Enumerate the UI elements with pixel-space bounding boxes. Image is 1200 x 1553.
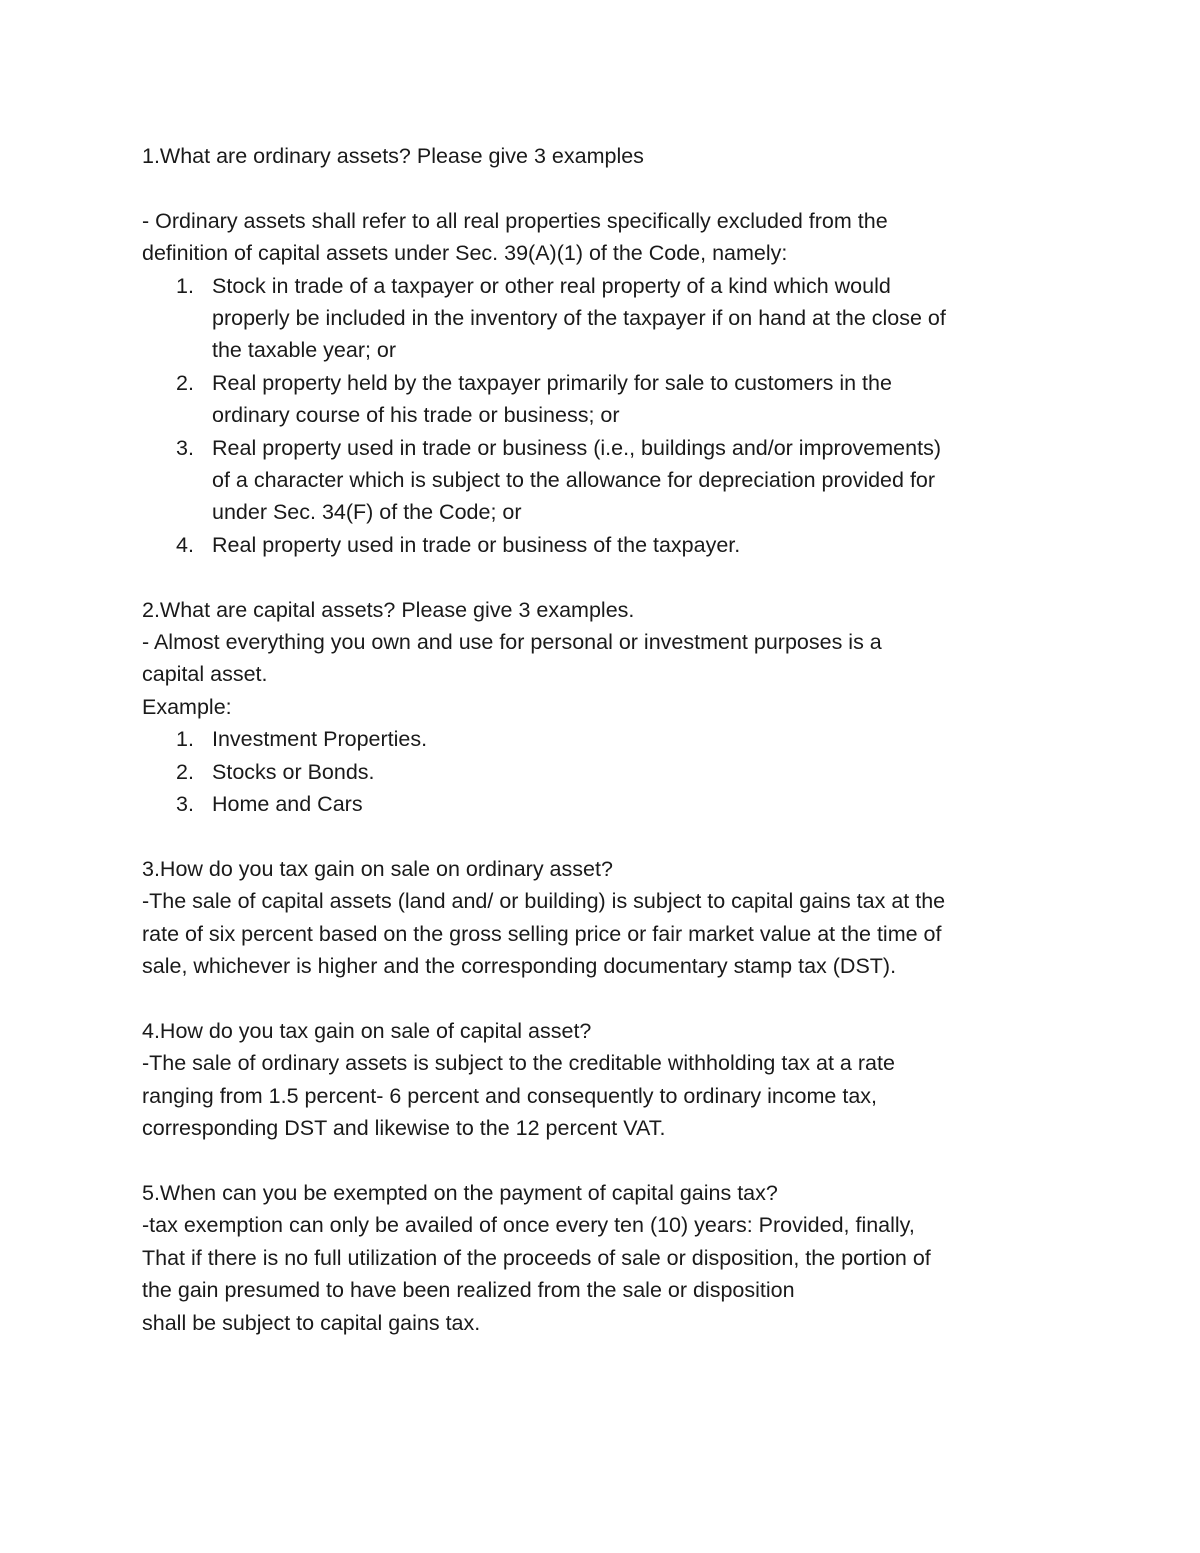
spacer (142, 983, 1072, 1015)
spacer (142, 1145, 1072, 1177)
list-item (142, 723, 1072, 755)
list-item-text: Real property used in trade or business (i.e., buildings and/or improvements) of a character which is subject to the allowance for depreciation provided for under Sec. 34(F) of the Code; or (212, 435, 941, 525)
answer-2-line-1: - Almost everything you own and use for personal or investment purposes is a (142, 630, 882, 655)
answer-1-intro-line-2: definition of capital assets under Sec. 39(A)(1) of the Code, namely: (142, 241, 788, 266)
list-item-number: 4. (176, 532, 194, 557)
spacer (142, 561, 1072, 593)
ordinary-assets-list (142, 270, 1072, 562)
list-item (142, 788, 1072, 820)
list-item-text: Real property used in trade or business of the taxpayer. (212, 532, 741, 557)
answer-3-line-2: rate of six percent based on the gross selling price or fair market value at the time of (142, 921, 942, 946)
question-5: 5.When can you be exempted on the payment of capital gains tax? (142, 1180, 778, 1205)
answer-4-line-2: ranging from 1.5 percent- 6 percent and consequently to ordinary income tax, (142, 1083, 877, 1108)
answer-3-line-3: sale, whichever is higher and the corresponding documentary stamp tax (DST). (142, 954, 897, 979)
list-item-text: Stocks or Bonds. (212, 759, 375, 784)
list-item (142, 367, 1072, 432)
list-item-number: 1. (176, 273, 194, 298)
list-item-text: Home and Cars (212, 792, 363, 817)
answer-2-line-2: capital asset. (142, 662, 268, 687)
answer-4-line-1: -The sale of ordinary assets is subject to the creditable withholding tax at a rate (142, 1051, 895, 1076)
list-item-text: Investment Properties. (212, 727, 428, 752)
list-item-number: 3. (176, 435, 194, 460)
answer-5-line-1: -tax exemption can only be availed of once every ten (10) years: Provided, finally, (142, 1213, 915, 1238)
question-2: 2.What are capital assets? Please give 3 examples. (142, 597, 635, 622)
answer-5-line-4: shall be subject to capital gains tax. (142, 1310, 481, 1335)
list-item (142, 270, 1072, 367)
list-item-number: 2. (176, 759, 194, 784)
question-1: 1.What are ordinary assets? Please give 3 examples (142, 144, 644, 168)
answer-4-line-3: corresponding DST and likewise to the 12 percent VAT. (142, 1116, 666, 1141)
spacer (142, 172, 1072, 204)
list-item (142, 529, 1072, 561)
question-3: 3.How do you tax gain on sale on ordinary asset? (142, 856, 613, 881)
capital-assets-list (142, 723, 1072, 820)
answer-3-line-1: -The sale of capital assets (land and/ or building) is subject to capital gains tax at the (142, 889, 946, 914)
question-4: 4.How do you tax gain on sale of capital asset? (142, 1018, 592, 1043)
list-item-text: Real property held by the taxpayer primarily for sale to customers in the ordinary course of his trade or business; or (212, 370, 892, 428)
list-item (142, 756, 1072, 788)
document-body (142, 140, 1072, 1339)
list-item-text: Stock in trade of a taxpayer or other real property of a kind which would properly be included in the inventory of the taxpayer if on hand at the close of the taxable year; or (212, 273, 946, 363)
spacer (142, 821, 1072, 853)
list-item-number: 3. (176, 792, 194, 817)
list-item (142, 432, 1072, 529)
answer-5-line-3: the gain presumed to have been realized from the sale or disposition (142, 1278, 795, 1303)
list-item-number: 1. (176, 727, 194, 752)
list-item-number: 2. (176, 370, 194, 395)
example-label: Example: (142, 694, 232, 719)
answer-1-intro-line-1: - Ordinary assets shall refer to all real properties specifically excluded from the (142, 208, 888, 233)
answer-5-line-2: That if there is no full utilization of the proceeds of sale or disposition, the portion of (142, 1245, 931, 1270)
